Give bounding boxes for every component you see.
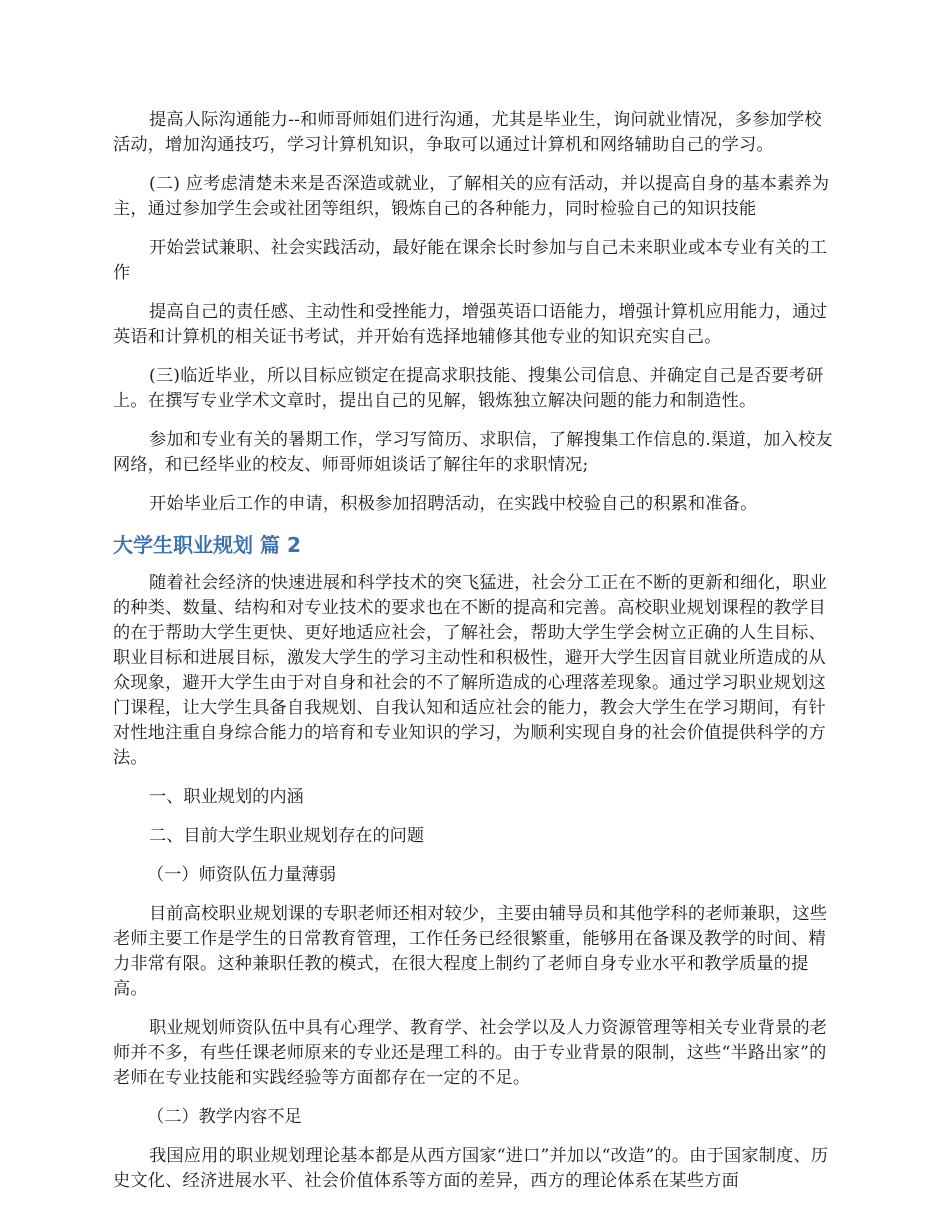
outline-item: 二、目前大学生职业规划存在的问题	[149, 826, 425, 846]
paragraph: 开始尝试兼职、社会实践活动，最好能在课余长时参加与自己未来职业或本专业有关的工作	[113, 238, 828, 283]
outline-item: 一、职业规划的内涵	[149, 787, 304, 807]
paragraph: 参加和专业有关的暑期工作，学习写简历、求职信，了解搜集工作信息的.渠道，加入校友网络，和已经毕业的校友、师哥师姐谈话了解往年的求职情况;	[113, 430, 833, 475]
section-heading-title: 大学生职业规划 篇	[113, 533, 280, 557]
outline-subitem: （二）教学内容不足	[147, 1107, 302, 1127]
paragraph: 随着社会经济的快速进展和科学技术的突飞猛进，社会分工正在不断的更新和细化，职业的种类、数量、结构和对专业技术的要求也在不断的提高和完善。高校职业规划课程的教学目的在于帮助大学生更快、更好地适应社会，了解社会，帮助大学生学会树立正确的人生目标、职业目标和进展目标，激发大学生的学习主动性和积极性，避开大学生因盲目就业所造成的从众现象，避开大学生由于对自身和社会的不了解所造成的心理落差现象。通过学习职业规划这门课程，让大学生具备自我规划、自我认知和适应社会的能力，教会大学生在学习期间，有针对性地注重自身综合能力的培育和专业知识的学习，为顺利实现自身的社会价值提供科学的方法。	[113, 573, 828, 768]
paragraph: 开始毕业后工作的申请，积极参加招聘活动，在实践中校验自己的积累和准备。	[149, 494, 758, 514]
paragraph: (三)临近毕业，所以目标应锁定在提高求职技能、搜集公司信息、并确定自己是否要考研上。在撰写专业学术文章时，提出自己的见解，锻炼独立解决问题的能力和制造性。	[113, 366, 824, 411]
outline-subitem: （一）师资队伍力量薄弱	[147, 865, 337, 885]
section-heading-number: 2	[286, 533, 301, 557]
paragraph: 提高自己的责任感、主动性和受挫能力，增强英语口语能力，增强计算机应用能力，通过英语和计算机的相关证书考试，并开始有选择地辅修其他专业的知识充实自己。	[113, 302, 828, 347]
paragraph: 目前高校职业规划课的专职老师还相对较少，主要由辅导员和其他学科的老师兼职，这些老师主要工作是学生的日常教育管理，工作任务已经很繁重，能够用在备课及教学的时间、精力非常有限。这种兼职任教的模式，在很大程度上制约了老师自身专业水平和教学质量的提高。	[113, 904, 828, 999]
paragraph: (二) 应考虑清楚未来是否深造或就业，了解相关的应有活动，并以提高自身的基本素养为主，通过参加学生会或社团等组织，锻炼自己的各种能力，同时检验自己的知识技能	[113, 174, 830, 219]
paragraph: 提高人际沟通能力--和师哥师姐们进行沟通，尤其是毕业生，询问就业情况，多参加学校活动，增加沟通技巧，学习计算机知识，争取可以通过计算机和网络辅助自己的学习。	[113, 110, 822, 155]
section-heading	[113, 531, 837, 559]
paragraph: 职业规划师资队伍中具有心理学、教育学、社会学以及人力资源管理等相关专业背景的老师并不多，有些任课老师原来的专业还是理工科的。由于专业背景的限制，这些“半路出家”的老师在专业技能和实践经验等方面都存在一定的不足。	[113, 1018, 828, 1088]
paragraph: 我国应用的职业规划理论基本都是从西方国家“进口”并加以“改造”的。由于国家制度、历史文化、经济进展水平、社会价值体系等方面的差异，西方的理论体系在某些方面	[113, 1146, 829, 1191]
